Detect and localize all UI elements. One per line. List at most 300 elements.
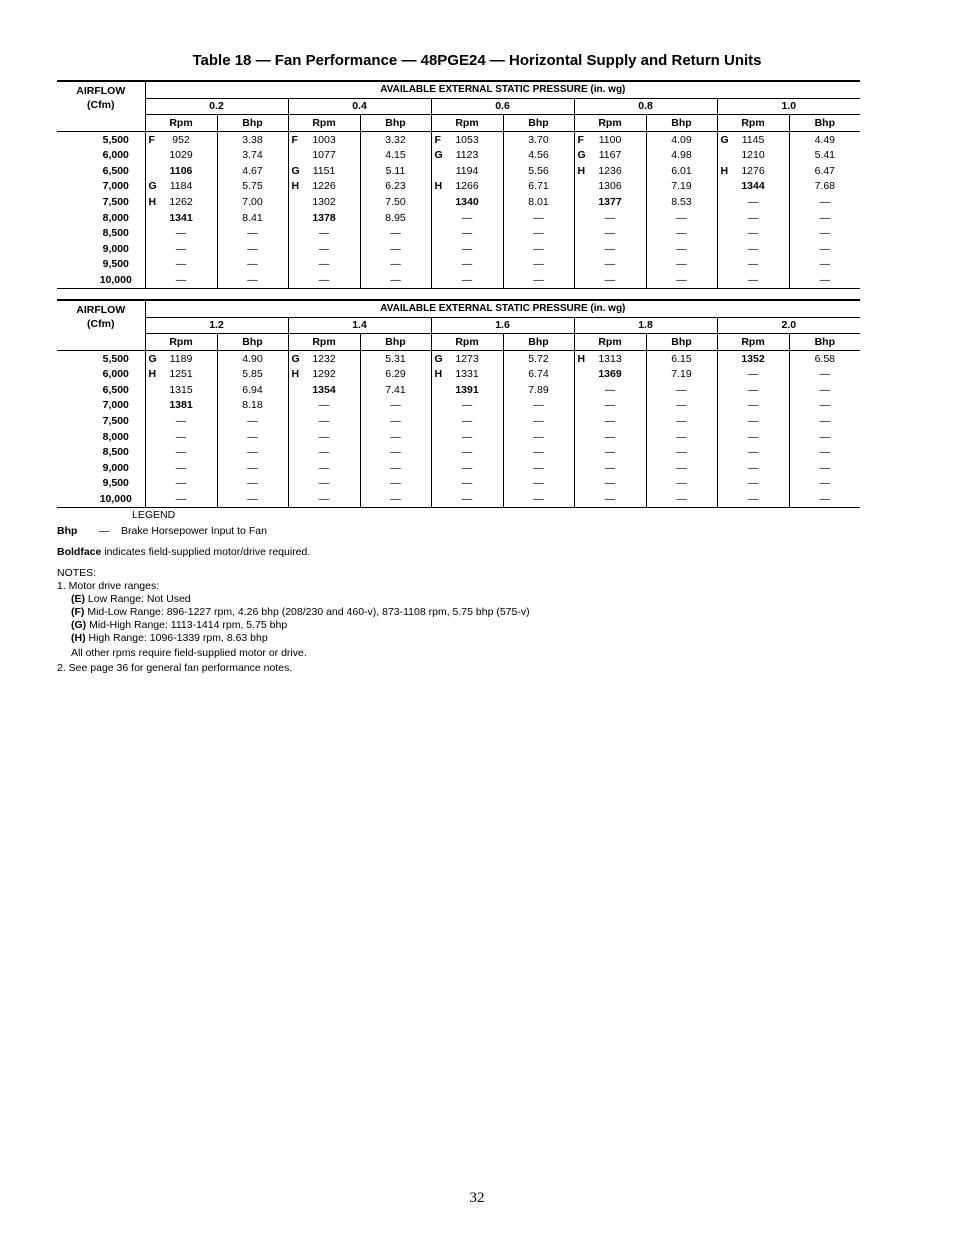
rpm-value: — [318, 227, 330, 240]
bhp-value: — [819, 242, 831, 255]
rpm-cell [431, 429, 503, 445]
rpm-value: 1184 [169, 180, 193, 193]
bhp-value: — [819, 461, 831, 474]
rpm-value: — [318, 258, 330, 271]
rpm-cell [431, 210, 503, 226]
rpm-cell [288, 429, 360, 445]
rpm-cell [431, 413, 503, 429]
rpm-cell [431, 131, 503, 147]
rpm-value: 1194 [455, 164, 479, 177]
rpm-value: 1344 [741, 180, 765, 193]
rpm-value: — [604, 242, 616, 255]
drive-range-letter: H [434, 180, 443, 193]
bhp-value: 4.09 [646, 131, 717, 147]
rpm-cell [288, 225, 360, 241]
rpm-value: 1236 [598, 164, 622, 177]
rpm-value: 1391 [455, 383, 479, 396]
rpm-cell [717, 444, 789, 460]
rpm-cell [574, 350, 646, 366]
rpm-cell [431, 476, 503, 492]
rpm-cell [145, 350, 217, 366]
rpm-value: — [604, 477, 616, 490]
rpm-cell [145, 194, 217, 210]
bhp-value: 4.15 [360, 147, 431, 163]
rpm-cell [717, 241, 789, 257]
bhp-value: — [819, 227, 831, 240]
rpm-value: — [175, 414, 187, 427]
rpm-value: — [318, 273, 330, 286]
table-row [57, 179, 860, 195]
rpm-cell [145, 241, 217, 257]
bhp-value: 6.23 [360, 179, 431, 195]
drive-range-letter: G [434, 149, 443, 162]
table-row [57, 225, 860, 241]
airflow-cell: 7,500 [57, 413, 145, 429]
bhp-value: 6.74 [503, 366, 574, 382]
drive-range-letter: H [720, 164, 729, 177]
rpm-value: 1266 [455, 180, 479, 193]
bhp-value: — [819, 414, 831, 427]
bhp-value: — [217, 476, 288, 492]
bhp-value: 4.67 [217, 163, 288, 179]
rpm-value: 1251 [169, 368, 193, 381]
airflow-cell: 5,500 [57, 350, 145, 366]
legend-notes [57, 509, 857, 675]
table-row [57, 476, 860, 492]
drive-range-letter: G [291, 352, 300, 365]
rpm-cell [288, 476, 360, 492]
rpm-cell [145, 460, 217, 476]
rpm-value: — [604, 461, 616, 474]
boldface-note [57, 546, 857, 559]
rpm-cell [574, 460, 646, 476]
table-row [57, 491, 860, 507]
bhp-col-header: Bhp [789, 115, 860, 132]
bhp-value: — [503, 476, 574, 492]
airflow-header-line2: (Cfm) [87, 318, 115, 331]
rpm-cell [574, 398, 646, 414]
rpm-cell [717, 179, 789, 195]
bhp-value: — [819, 195, 831, 208]
drive-range-text: High Range: 1096-1339 rpm, 8.63 bhp [85, 632, 268, 644]
rpm-value: 1276 [741, 164, 765, 177]
rpm-col-header: Rpm [717, 115, 789, 132]
rpm-cell [574, 194, 646, 210]
rpm-cell [717, 257, 789, 273]
bhp-value: — [217, 444, 288, 460]
pressure-col-header: 1.0 [717, 98, 860, 115]
bhp-value: 5.56 [503, 163, 574, 179]
bhp-value: — [789, 272, 860, 288]
rpm-cell [717, 429, 789, 445]
airflow-cell: 6,000 [57, 147, 145, 163]
pressure-col-header: 0.2 [145, 98, 288, 115]
rpm-value: 1302 [312, 195, 336, 208]
drive-range-letter: H [291, 180, 300, 193]
bhp-value: 6.71 [503, 179, 574, 195]
rpm-cell [574, 429, 646, 445]
table-row [57, 131, 860, 147]
rpm-value: 1232 [312, 352, 336, 365]
bhp-value: — [503, 241, 574, 257]
rpm-cell [431, 491, 503, 507]
rpm-value: 1377 [598, 195, 622, 208]
rpm-col-header: Rpm [288, 115, 360, 132]
rpm-value: 952 [172, 133, 190, 146]
rpm-cell [717, 350, 789, 366]
rpm-value: — [747, 383, 759, 396]
rpm-cell [717, 413, 789, 429]
bhp-col-header: Bhp [360, 115, 431, 132]
bhp-value: — [819, 368, 831, 381]
bhp-value: — [217, 257, 288, 273]
bhp-value: — [360, 225, 431, 241]
rpm-value: 1145 [741, 133, 765, 146]
pressure-col-header: 1.6 [431, 317, 574, 334]
rpm-col-header: Rpm [145, 334, 217, 351]
rpm-value: — [747, 273, 759, 286]
rpm-value: — [747, 430, 759, 443]
rpm-cell [574, 210, 646, 226]
airflow-header-line1: AIRFLOW [76, 304, 126, 317]
bhp-value: 4.56 [503, 147, 574, 163]
rpm-value: — [604, 414, 616, 427]
rpm-value: 1306 [598, 180, 622, 193]
drive-range-code: (E) [71, 593, 85, 605]
airflow-cell: 9,500 [57, 476, 145, 492]
legend-key: Bhp [57, 525, 78, 537]
rpm-value: — [175, 227, 187, 240]
table-row [57, 163, 860, 179]
airflow-cell: 9,500 [57, 257, 145, 273]
bhp-value: 5.85 [217, 366, 288, 382]
airflow-header-spacer [57, 334, 145, 351]
rpm-cell [145, 179, 217, 195]
rpm-value: — [461, 477, 473, 490]
rpm-cell [574, 241, 646, 257]
rpm-cell [145, 366, 217, 382]
rpm-cell [145, 413, 217, 429]
rpm-cell [288, 350, 360, 366]
rpm-value: — [318, 399, 330, 412]
airflow-header [57, 81, 145, 115]
rpm-value: — [461, 430, 473, 443]
rpm-cell [288, 241, 360, 257]
rpm-value: 1077 [312, 149, 336, 162]
rpm-col-header: Rpm [574, 334, 646, 351]
rpm-value: 1352 [741, 352, 765, 365]
bhp-value: — [819, 430, 831, 443]
rpm-value: — [604, 258, 616, 271]
rpm-cell [431, 163, 503, 179]
airflow-cell: 7,500 [57, 194, 145, 210]
bhp-value: 8.18 [217, 398, 288, 414]
bhp-value: 7.50 [360, 194, 431, 210]
rpm-value: 1331 [455, 368, 479, 381]
rpm-value: 1378 [312, 211, 336, 224]
rpm-value: 1029 [169, 149, 193, 162]
rpm-col-header: Rpm [288, 334, 360, 351]
rpm-value: — [175, 273, 187, 286]
rpm-cell [431, 179, 503, 195]
table-row [57, 241, 860, 257]
rpm-value: 1151 [312, 164, 336, 177]
drive-range-letter: G [291, 164, 300, 177]
rpm-value: — [318, 414, 330, 427]
bhp-col-header: Bhp [503, 115, 574, 132]
bhp-value: 5.41 [814, 149, 835, 162]
rpm-cell [145, 476, 217, 492]
table-row [57, 272, 860, 288]
rpm-value: — [175, 258, 187, 271]
rpm-value: 1210 [741, 149, 765, 162]
table-title: Table 18 — Fan Performance — 48PGE24 — Horizontal Supply and Return Units [192, 52, 762, 69]
bhp-value: — [646, 413, 717, 429]
legend-dash: — [99, 525, 110, 537]
bhp-value: — [360, 241, 431, 257]
rpm-cell [288, 194, 360, 210]
rpm-value: — [461, 399, 473, 412]
rpm-value: — [747, 477, 759, 490]
rpm-cell [717, 460, 789, 476]
bhp-value: — [360, 476, 431, 492]
rpm-value: — [461, 227, 473, 240]
bhp-value: 7.00 [217, 194, 288, 210]
bhp-col-header: Bhp [646, 334, 717, 351]
bhp-col-header: Bhp [503, 334, 574, 351]
table-row [57, 194, 860, 210]
rpm-value: — [175, 430, 187, 443]
rpm-cell [288, 491, 360, 507]
rpm-value: 1273 [455, 352, 479, 365]
bhp-value: 3.32 [360, 131, 431, 147]
rpm-col-header: Rpm [574, 115, 646, 132]
rpm-value: 1123 [455, 149, 479, 162]
drive-range-letter: H [148, 195, 157, 208]
rpm-cell [145, 398, 217, 414]
table-row [57, 366, 860, 382]
rpm-value: — [604, 227, 616, 240]
rpm-cell [431, 194, 503, 210]
bhp-value: 4.49 [814, 133, 835, 146]
airflow-cell: 6,500 [57, 163, 145, 179]
table-row [57, 460, 860, 476]
bhp-value: — [646, 398, 717, 414]
bhp-value: — [360, 398, 431, 414]
rpm-cell [717, 491, 789, 507]
bhp-value: — [503, 398, 574, 414]
bhp-value: 6.01 [646, 163, 717, 179]
drive-range-letter: H [291, 368, 300, 381]
rpm-value: 1340 [455, 195, 479, 208]
table-row [57, 257, 860, 273]
bhp-value: — [503, 429, 574, 445]
bhp-value: — [217, 429, 288, 445]
boldface-word: Boldface [57, 546, 102, 558]
rpm-value: — [747, 399, 759, 412]
note-1: 1. Motor drive ranges: [57, 580, 160, 592]
bhp-value: — [217, 491, 288, 507]
bhp-value: — [217, 413, 288, 429]
rpm-cell [145, 147, 217, 163]
drive-range-item [57, 619, 857, 632]
drive-range-letter: G [434, 352, 443, 365]
bhp-value: — [503, 257, 574, 273]
rpm-value: — [604, 211, 616, 224]
rpm-value: 1226 [312, 180, 336, 193]
drive-range-text: Mid-High Range: 1113-1414 rpm, 5.75 bhp [86, 619, 288, 631]
rpm-cell [288, 382, 360, 398]
airflow-cell: 7,000 [57, 179, 145, 195]
bhp-value: — [360, 257, 431, 273]
rpm-cell [574, 225, 646, 241]
rpm-cell [145, 429, 217, 445]
pressure-col-header: 0.6 [431, 98, 574, 115]
pressure-col-header: 1.4 [288, 317, 431, 334]
rpm-value: — [318, 461, 330, 474]
airflow-cell: 6,000 [57, 366, 145, 382]
bhp-value: — [360, 460, 431, 476]
rpm-cell [717, 194, 789, 210]
airflow-cell: 7,000 [57, 398, 145, 414]
bhp-value: — [646, 225, 717, 241]
rpm-cell [574, 382, 646, 398]
rpm-col-header: Rpm [431, 334, 503, 351]
rpm-cell [431, 366, 503, 382]
drive-range-letter: H [148, 368, 157, 381]
rpm-cell [717, 225, 789, 241]
rpm-value: — [604, 383, 616, 396]
drive-range-letter: G [148, 180, 157, 193]
rpm-value: — [461, 492, 473, 505]
rpm-cell [288, 257, 360, 273]
bhp-value: — [503, 225, 574, 241]
bhp-value: — [360, 429, 431, 445]
boldface-rest: indicates field-supplied motor/drive required. [101, 546, 311, 558]
rpm-cell [145, 210, 217, 226]
legend-desc: Brake Horsepower Input to Fan [121, 525, 267, 537]
legend-bhp [57, 525, 857, 538]
rpm-cell [574, 491, 646, 507]
rpm-value: 1292 [312, 368, 336, 381]
rpm-cell [145, 225, 217, 241]
bhp-value: — [503, 413, 574, 429]
rpm-cell [288, 163, 360, 179]
drive-range-letter: F [434, 133, 441, 146]
table-row [57, 382, 860, 398]
rpm-value: 1167 [598, 149, 622, 162]
rpm-cell [431, 257, 503, 273]
rpm-cell [288, 413, 360, 429]
rpm-value: 1341 [169, 211, 193, 224]
rpm-value: — [461, 414, 473, 427]
table-row [57, 398, 860, 414]
bhp-value: 6.58 [814, 352, 835, 365]
rpm-value: 1369 [598, 368, 622, 381]
rpm-value: 1053 [455, 133, 479, 146]
rpm-cell [288, 131, 360, 147]
rpm-value: 1313 [598, 352, 622, 365]
bhp-value: — [360, 413, 431, 429]
rpm-value: — [747, 211, 759, 224]
bhp-value: — [646, 444, 717, 460]
rpm-cell [145, 491, 217, 507]
pressure-header: AVAILABLE EXTERNAL STATIC PRESSURE (in. wg) [145, 81, 860, 98]
rpm-cell [288, 398, 360, 414]
rpm-value: — [747, 227, 759, 240]
rpm-value: — [747, 492, 759, 505]
bhp-value: 5.72 [503, 350, 574, 366]
bhp-value: 3.70 [503, 131, 574, 147]
rpm-cell [717, 366, 789, 382]
airflow-cell: 8,000 [57, 429, 145, 445]
table-row [57, 429, 860, 445]
bhp-value: — [646, 382, 717, 398]
drive-range-text: Low Range: Not Used [85, 593, 191, 605]
table-row [57, 350, 860, 366]
bhp-value: — [503, 272, 574, 288]
table-row [57, 210, 860, 226]
bhp-value: — [217, 272, 288, 288]
rpm-cell [288, 444, 360, 460]
drive-range-letter: F [577, 133, 584, 146]
bhp-value: — [646, 241, 717, 257]
rpm-cell [288, 147, 360, 163]
rpm-cell [431, 382, 503, 398]
table-row [57, 147, 860, 163]
rpm-value: 1189 [169, 352, 193, 365]
table-row [57, 444, 860, 460]
drive-range-text: Mid-Low Range: 896-1227 rpm, 4.26 bhp (208/230 and 460-v), 873-1108 rpm, 5.75 bhp (575-v) [84, 606, 530, 618]
rpm-cell [717, 382, 789, 398]
bhp-value: — [646, 491, 717, 507]
rpm-cell [288, 179, 360, 195]
rpm-cell [431, 350, 503, 366]
rpm-value: — [747, 195, 759, 208]
drive-range-code: (H) [71, 632, 86, 644]
bhp-value: 7.19 [646, 366, 717, 382]
bhp-value: — [217, 225, 288, 241]
bhp-value: 7.41 [360, 382, 431, 398]
rpm-cell [145, 272, 217, 288]
bhp-value: 8.95 [360, 210, 431, 226]
pressure-col-header: 1.2 [145, 317, 288, 334]
rpm-cell [717, 147, 789, 163]
page-number: 32 [469, 1190, 485, 1206]
rpm-cell [574, 163, 646, 179]
rpm-cell [574, 257, 646, 273]
rpm-cell [574, 413, 646, 429]
bhp-value: — [646, 272, 717, 288]
bhp-value: 5.75 [217, 179, 288, 195]
legend-heading: LEGEND [132, 509, 176, 521]
rpm-value: — [461, 211, 473, 224]
note-1-tail: All other rpms require field-supplied motor or drive. [71, 647, 307, 659]
rpm-cell [574, 366, 646, 382]
rpm-value: — [461, 258, 473, 271]
rpm-cell [288, 366, 360, 382]
bhp-value: — [503, 444, 574, 460]
rpm-value: — [604, 273, 616, 286]
fan-performance-table-1 [57, 80, 860, 289]
rpm-value: — [318, 492, 330, 505]
drive-range-letter: H [434, 368, 443, 381]
bhp-value: 4.98 [646, 147, 717, 163]
drive-range-letter: G [148, 352, 157, 365]
drive-range-code: (G) [71, 619, 87, 631]
bhp-value: 7.68 [814, 180, 835, 193]
bhp-value: 6.94 [217, 382, 288, 398]
